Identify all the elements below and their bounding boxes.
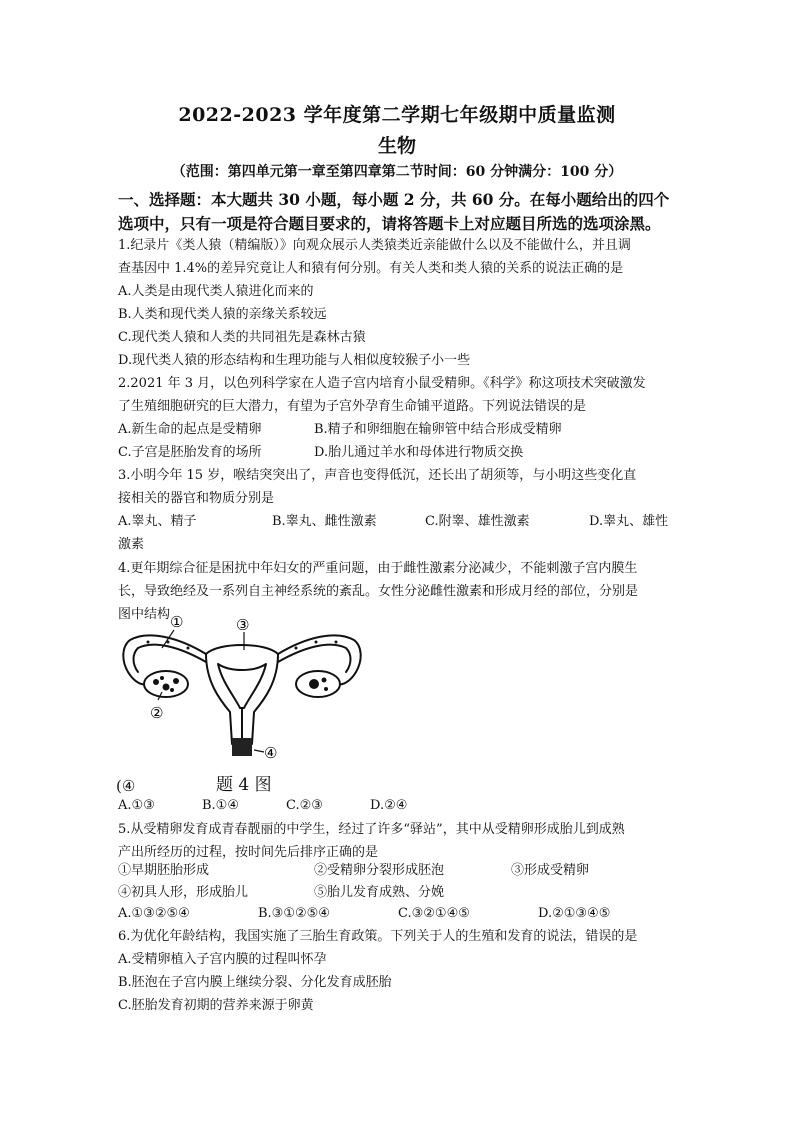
label-4: ④: [264, 744, 278, 762]
q4-option-c: C.②③: [286, 798, 323, 813]
q2-option-c: C.子宫是胚胎发育的场所: [118, 445, 262, 460]
q1-stem-line1: 1.纪录片《类人猿（精编版）》向观众展示人类猿类近亲能做什么以及不能做什么，并且调: [118, 238, 631, 253]
q1-option-d: D.现代类人猿的形态结构和生理功能与人相似度较猴子小一些: [118, 353, 471, 368]
q3-option-b: B.睾丸、雌性激素: [272, 514, 377, 529]
q3-stem-line2: 接相关的器官和物质分别是: [118, 491, 275, 506]
exam-subject: 生物: [377, 135, 416, 157]
q4-option-b: B.①④: [202, 798, 239, 813]
q2-option-a: A.新生命的起点是受精卵: [118, 422, 262, 437]
q3-stem-line1: 3.小明今年 15 岁，喉结突突出了，声音也变得低沉，还长出了胡须等，与小明这些变化直: [118, 468, 637, 483]
q2-option-b: B.精子和卵细胞在输卵管中结合形成受精卵: [314, 422, 562, 437]
q6-stem: 6.为优化年龄结构，我国实施了三胎生育政策。下列关于人的生殖和发育的说法，错误的是: [118, 929, 638, 944]
q3-option-a: A.睾丸、精子: [118, 514, 197, 529]
q5-stem-line1: 5.从受精卵发育成青春靓丽的中学生，经过了许多“驿站”，其中从受精卵形成胎儿到成熟: [118, 822, 625, 837]
q5-option-a: A.①③②⑤④: [118, 906, 190, 921]
section-heading-line1: 一、选择题：本大题共 30 小题，每小题 2 分，共 60 分。在每小题给出的四个: [118, 190, 670, 209]
q3-option-d: D.睾丸、雄性: [589, 514, 669, 529]
q4-option-d: D.②④: [370, 798, 408, 813]
label-1: ①: [170, 613, 184, 631]
q5-option-c: C.③②①④⑤: [398, 906, 470, 921]
q5-option-d: D.②①③④⑤: [538, 906, 611, 921]
q1-option-c: C.现代类人猿和人类的共同祖先是森林古猿: [118, 330, 366, 345]
label-2: ②: [150, 704, 164, 722]
q5-step-4: ④初具人形，形成胎儿: [118, 885, 249, 900]
q3-option-d-continued: 激素: [118, 537, 145, 552]
q5-stem-line2: 产出所经历的过程，按时间先后排序正确的是: [118, 845, 379, 860]
exam-scope: （范围：第四单元第一章至第四章第二节时间：60 分钟满分：100 分）: [171, 164, 623, 180]
uterus-diagram: [118, 612, 368, 772]
q6-option-b: B.胚泡在子宫内膜上继续分裂、分化发育成胚胎: [118, 975, 392, 990]
section-heading-line2: 选项中，只有一项是符合题目要求的，请将答题卡上对应题目所选的选项涂黑。: [118, 214, 661, 233]
q5-step-2: ②受精卵分裂形成胚泡: [314, 863, 445, 878]
exam-title: 2022-2023 学年度第二学期七年级期中质量监测: [178, 104, 616, 126]
q6-option-a: A.受精卵植入子宫内膜的过程叫怀孕: [118, 952, 327, 967]
q5-step-3: ③形成受精卵: [511, 863, 590, 878]
q1-option-a: A.人类是由现代类人猿进化而来的: [118, 284, 314, 299]
q1-option-b: B.人类和现代类人猿的亲缘关系较远: [118, 307, 327, 322]
figure-corner-mark: (④: [116, 777, 136, 795]
q1-stem-line2: 查基因中 1.4%的差异究竟让人和猿有何分别。有关人类和类人猿的关系的说法正确的是: [118, 261, 624, 276]
q5-option-b: B.③①②⑤④: [258, 906, 330, 921]
q3-option-c: C.附睾、雄性激素: [425, 514, 530, 529]
q4-option-a: A.①③: [118, 798, 155, 813]
label-3: ③: [236, 616, 250, 634]
q5-step-5: ⑤胎儿发育成熟、分娩: [314, 885, 445, 900]
q4-stem-line3: 图中结构: [118, 607, 171, 622]
q2-option-d: D.胎儿通过羊水和母体进行物质交换: [314, 445, 524, 460]
q6-option-c: C.胚胎发育初期的营养来源于卵黄: [118, 998, 314, 1013]
q2-stem-line1: 2.2021 年 3 月，以色列科学家在人造子宫内培育小鼠受精卵。《科学》称这项技术突破激发: [118, 376, 646, 391]
q5-step-1: ①早期胚胎形成: [118, 863, 210, 878]
vagina-region: [232, 738, 252, 756]
q2-stem-line2: 了生殖细胞研究的巨大潜力，有望为子宫外孕育生命铺平道路。下列说法错误的是: [118, 399, 587, 414]
figure-caption: 题 4 图: [216, 775, 272, 795]
q4-stem-line1: 4.更年期综合征是困扰中年妇女的严重问题，由于雌性激素分泌减少，不能刺激子宫内膜生: [118, 561, 638, 576]
q4-stem-line2: 长，导致绝经及一系列自主神经系统的紊乱。女性分泌雌性激素和形成月经的部位，分别是: [118, 584, 639, 599]
